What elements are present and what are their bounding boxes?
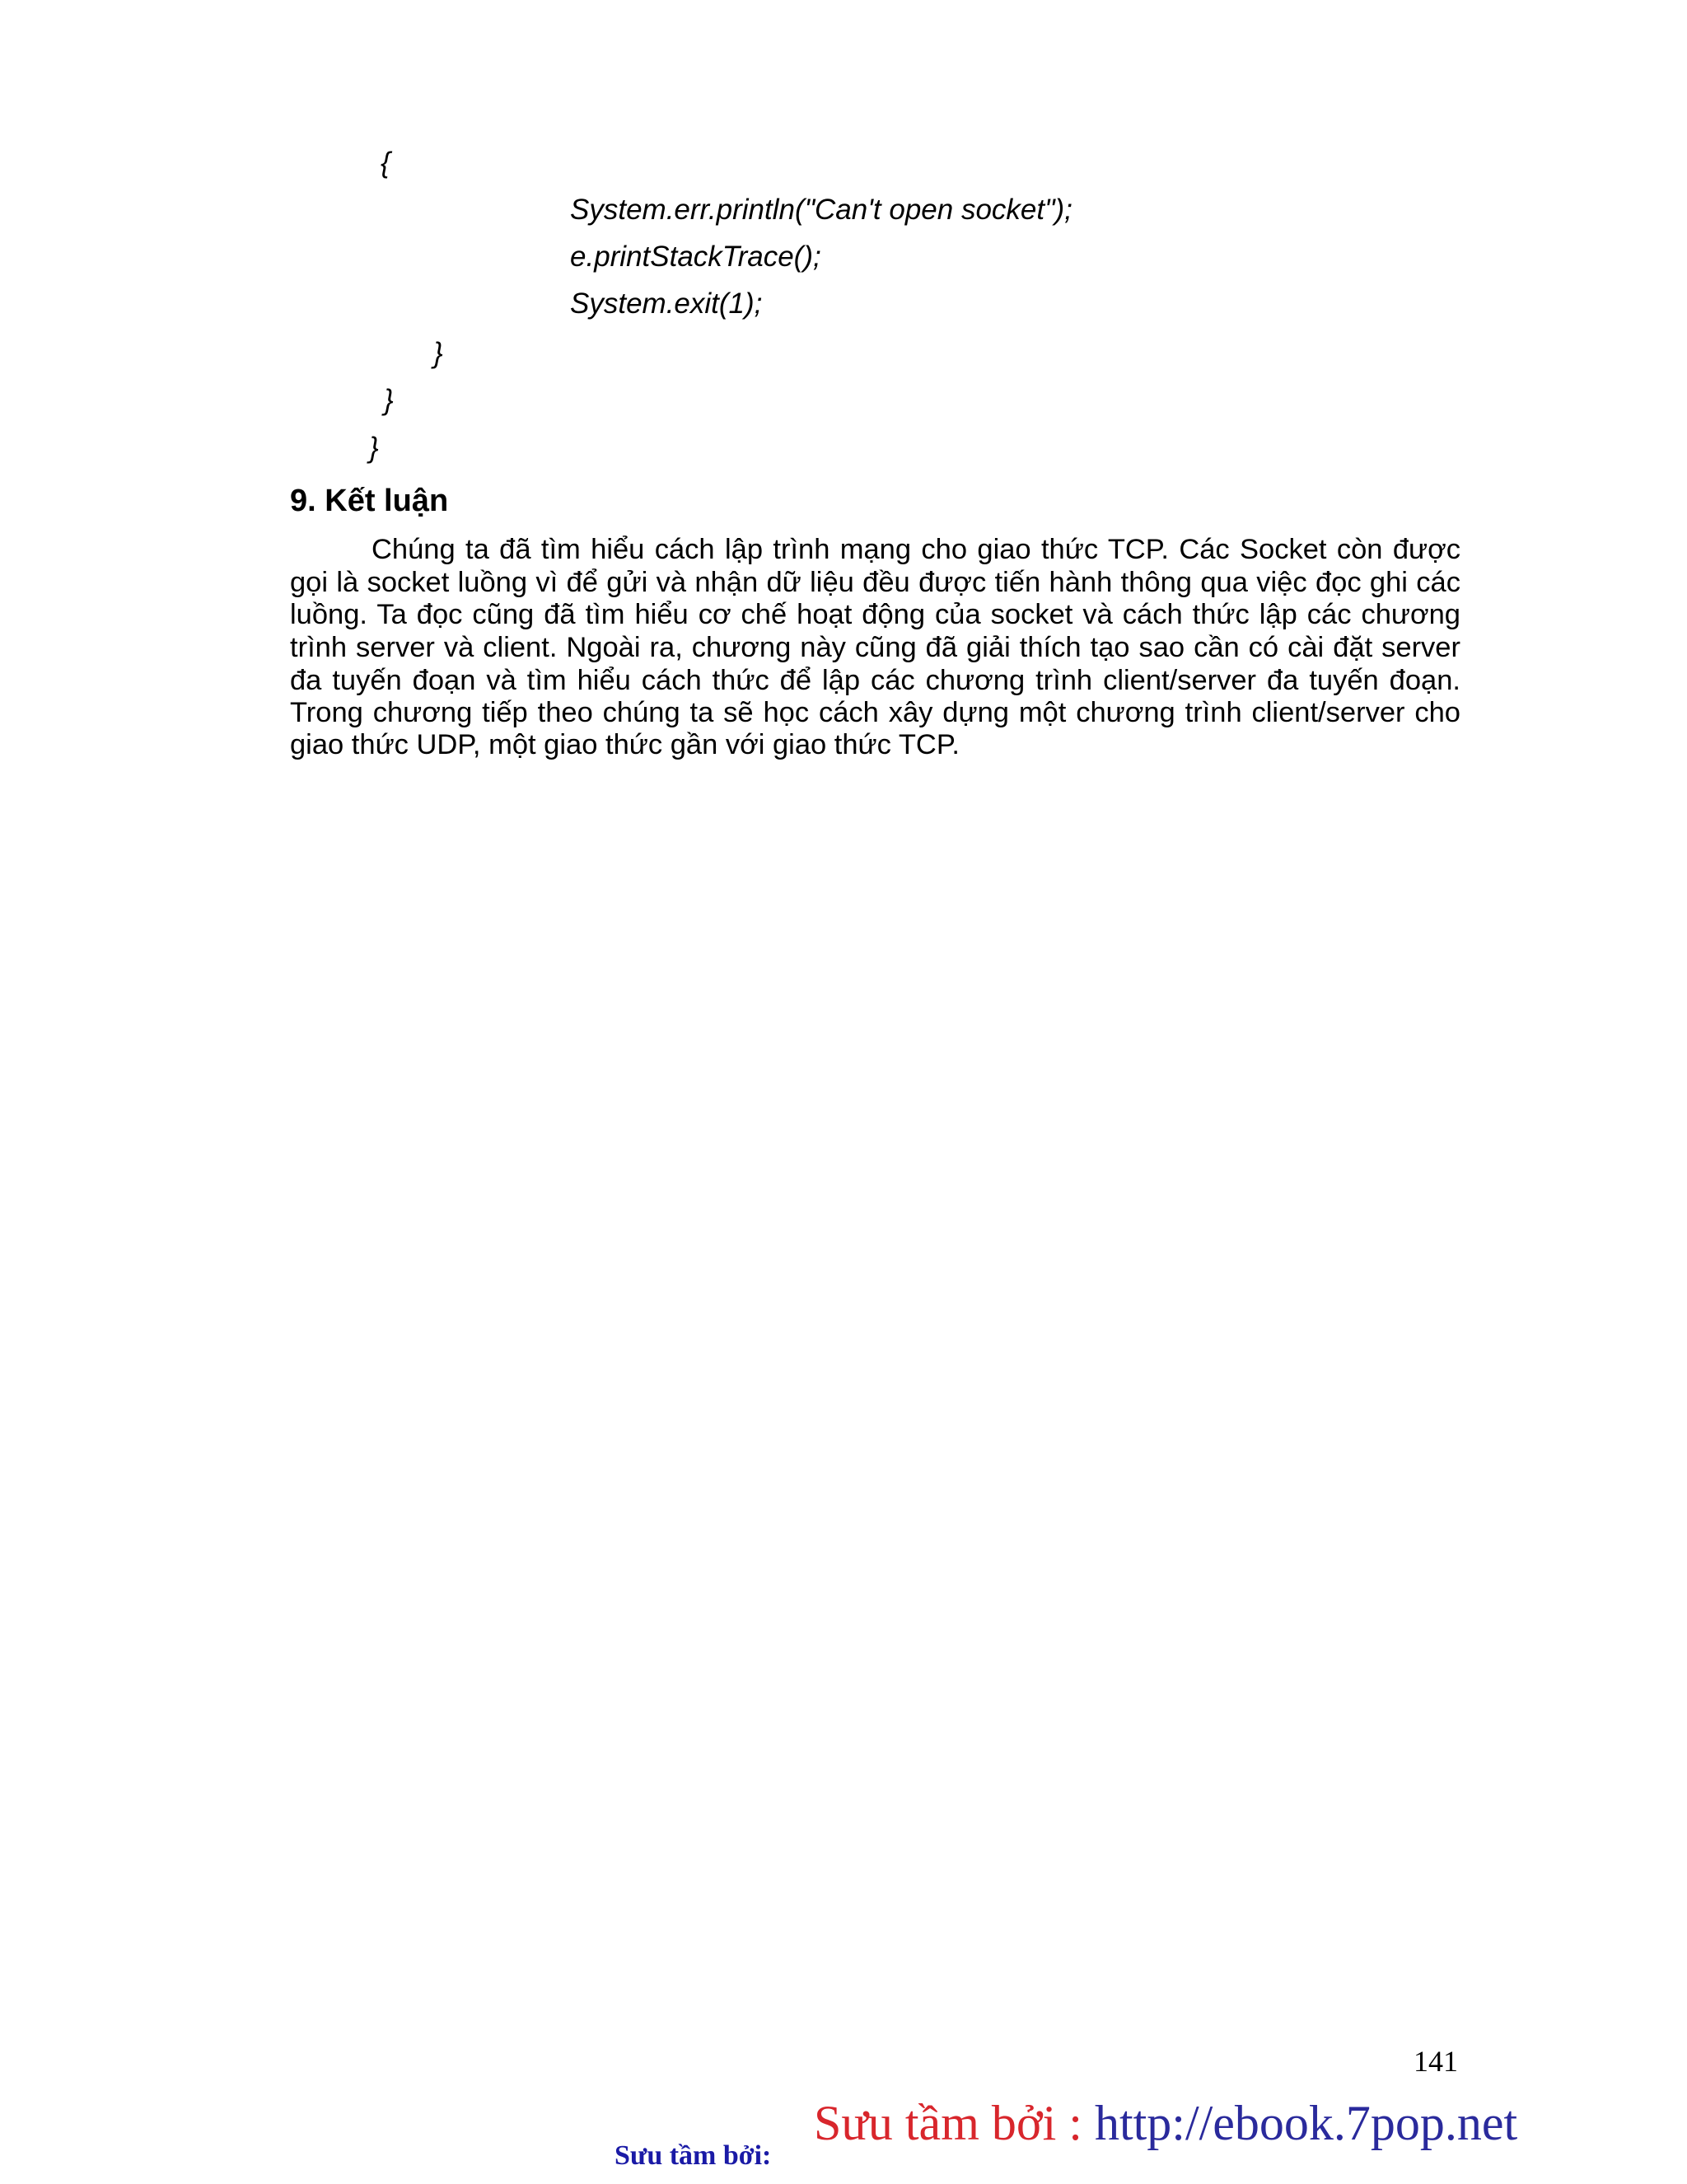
code-line-close-brace-3: }	[369, 432, 379, 464]
code-line-println: System.err.println("Can't open socket");	[570, 194, 1072, 226]
paragraph-line: Trong chương tiếp theo chúng ta sẽ học cách xây dựng một chương trình client/server cho	[290, 697, 1460, 728]
paragraph-line: gọi là socket luồng vì để gửi và nhận dữ liệu đều được tiến hành thông qua việc đọc ghi các	[290, 567, 1460, 598]
watermark-small-label: Sưu tầm bởi:	[615, 2140, 772, 2171]
code-line-open-brace: {	[381, 147, 390, 179]
paragraph-line: giao thức UDP, một giao thức gần với giao thức TCP.	[290, 729, 960, 760]
paragraph-line: Chúng ta đã tìm hiểu cách lập trình mạng cho giao thức TCP. Các Socket còn được	[372, 534, 1460, 565]
code-line-exit: System.exit(1);	[570, 288, 763, 320]
paragraph-line: trình server và client. Ngoài ra, chương này cũng đã giải thích tạo sao cần có cài đặt server	[290, 632, 1460, 663]
paragraph-line: luồng. Ta đọc cũng đã tìm hiểu cơ chế hoạt động của socket và cách thức lập các chương	[290, 599, 1460, 630]
watermark-banner	[814, 2094, 1517, 2152]
code-line-stacktrace: e.printStackTrace();	[570, 241, 821, 273]
code-line-close-brace-2: }	[384, 384, 394, 416]
watermark-prefix: Sưu tầm bởi :	[814, 2096, 1095, 2150]
page-number: 141	[1414, 2045, 1458, 2078]
watermark-url[interactable]: http://ebook.7pop.net	[1094, 2096, 1518, 2150]
paragraph-line: đa tuyến đoạn và tìm hiểu cách thức để lập các chương trình client/server đa tuyến đoạn.	[290, 665, 1460, 696]
section-heading: 9. Kết luận	[290, 484, 449, 518]
code-line-close-brace-1: }	[433, 337, 443, 369]
